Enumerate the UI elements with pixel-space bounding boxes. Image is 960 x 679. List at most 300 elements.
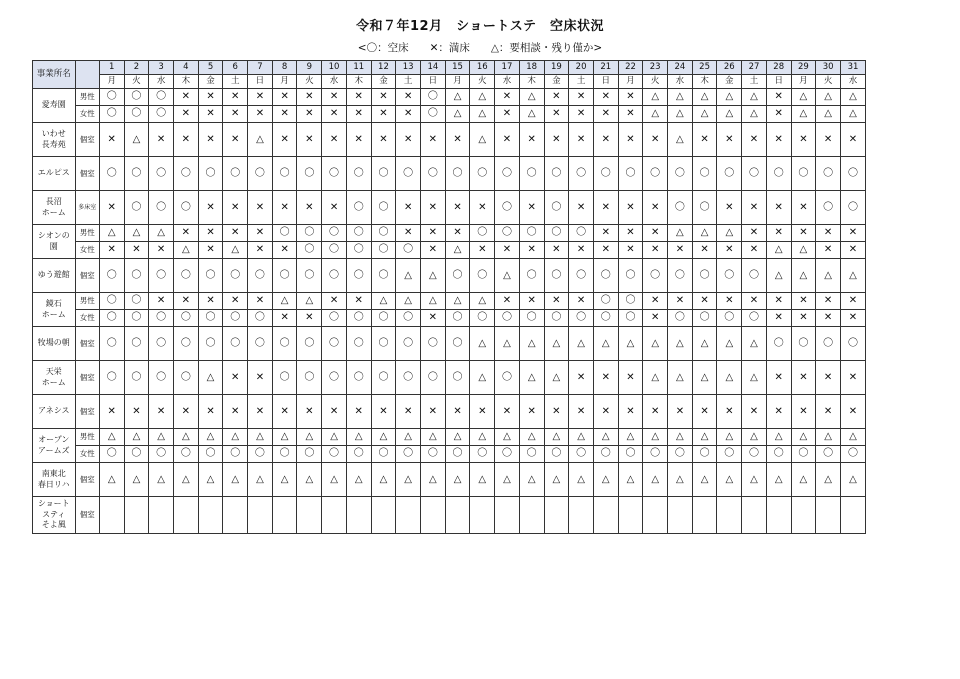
- vacancy-cell: 〇: [544, 157, 569, 191]
- vacancy-cell: ✕: [173, 89, 198, 106]
- vacancy-cell: △: [643, 429, 668, 446]
- vacancy-cell: 〇: [223, 259, 248, 293]
- vacancy-cell: 〇: [149, 106, 174, 123]
- vacancy-cell: △: [668, 327, 693, 361]
- vacancy-cell: 〇: [544, 310, 569, 327]
- vacancy-cell: △: [421, 463, 446, 497]
- vacancy-cell: ✕: [124, 242, 149, 259]
- vacancy-cell: ✕: [470, 242, 495, 259]
- vacancy-cell: ✕: [272, 242, 297, 259]
- vacancy-cell: 〇: [396, 361, 421, 395]
- vacancy-cell: ✕: [766, 310, 791, 327]
- vacancy-cell: △: [445, 89, 470, 106]
- vacancy-cell: 〇: [124, 191, 149, 225]
- vacancy-cell: 〇: [569, 310, 594, 327]
- vacancy-cell: △: [544, 429, 569, 446]
- vacancy-cell: △: [668, 429, 693, 446]
- vacancy-cell: △: [791, 259, 816, 293]
- vacancy-cell: ✕: [791, 225, 816, 242]
- vacancy-cell: [470, 497, 495, 534]
- vacancy-cell: 〇: [421, 327, 446, 361]
- vacancy-cell: △: [643, 106, 668, 123]
- vacancy-cell: 〇: [593, 259, 618, 293]
- day-header: 1: [99, 61, 124, 75]
- vacancy-cell: ✕: [643, 123, 668, 157]
- vacancy-cell: 〇: [519, 225, 544, 242]
- table-row: [33, 225, 866, 242]
- vacancy-cell: △: [840, 106, 865, 123]
- vacancy-cell: ✕: [149, 395, 174, 429]
- day-header: 21: [593, 61, 618, 75]
- vacancy-cell: △: [618, 327, 643, 361]
- weekday-header: 月: [618, 75, 643, 89]
- vacancy-cell: 〇: [198, 259, 223, 293]
- weekday-header: 日: [248, 75, 273, 89]
- vacancy-cell: △: [297, 293, 322, 310]
- vacancy-cell: ✕: [495, 242, 520, 259]
- vacancy-cell: 〇: [495, 225, 520, 242]
- day-header: 4: [173, 61, 198, 75]
- vacancy-cell: △: [272, 293, 297, 310]
- room-type: 女性: [75, 446, 99, 463]
- day-header: 5: [198, 61, 223, 75]
- vacancy-cell: 〇: [297, 157, 322, 191]
- weekday-header: 水: [668, 75, 693, 89]
- vacancy-cell: △: [717, 89, 742, 106]
- vacancy-cell: 〇: [519, 259, 544, 293]
- vacancy-cell: ✕: [198, 123, 223, 157]
- vacancy-cell: 〇: [346, 225, 371, 242]
- table-row: [33, 191, 866, 225]
- vacancy-cell: 〇: [223, 446, 248, 463]
- vacancy-cell: 〇: [297, 361, 322, 395]
- vacancy-cell: 〇: [692, 310, 717, 327]
- vacancy-cell: △: [692, 89, 717, 106]
- vacancy-cell: ✕: [791, 191, 816, 225]
- weekday-header: 日: [421, 75, 446, 89]
- vacancy-cell: 〇: [618, 446, 643, 463]
- vacancy-cell: 〇: [198, 327, 223, 361]
- vacancy-cell: △: [692, 463, 717, 497]
- vacancy-cell: 〇: [149, 259, 174, 293]
- vacancy-cell: △: [519, 361, 544, 395]
- vacancy-cell: ✕: [371, 106, 396, 123]
- vacancy-cell: △: [766, 429, 791, 446]
- vacancy-cell: ✕: [198, 395, 223, 429]
- vacancy-cell: △: [742, 89, 767, 106]
- facility-name: 鏡石 ホーム: [33, 293, 76, 327]
- room-type: 多床室: [75, 191, 99, 225]
- vacancy-cell: ✕: [569, 191, 594, 225]
- vacancy-cell: [519, 497, 544, 534]
- vacancy-cell: 〇: [742, 157, 767, 191]
- vacancy-cell: 〇: [371, 361, 396, 395]
- vacancy-cell: △: [421, 259, 446, 293]
- vacancy-cell: 〇: [742, 310, 767, 327]
- vacancy-cell: ✕: [544, 89, 569, 106]
- vacancy-cell: △: [840, 429, 865, 446]
- vacancy-cell: ✕: [519, 191, 544, 225]
- vacancy-cell: 〇: [173, 157, 198, 191]
- vacancy-cell: △: [816, 429, 841, 446]
- vacancy-cell: ✕: [593, 225, 618, 242]
- vacancy-cell: △: [198, 429, 223, 446]
- vacancy-cell: 〇: [322, 446, 347, 463]
- vacancy-cell: [618, 497, 643, 534]
- vacancy-cell: ✕: [248, 242, 273, 259]
- vacancy-cell: △: [519, 429, 544, 446]
- table-row: [33, 463, 866, 497]
- vacancy-cell: △: [470, 123, 495, 157]
- weekday-header: 日: [766, 75, 791, 89]
- day-header: 22: [618, 61, 643, 75]
- day-header: 13: [396, 61, 421, 75]
- vacancy-cell: 〇: [297, 225, 322, 242]
- table-row: [33, 106, 866, 123]
- vacancy-cell: ✕: [643, 242, 668, 259]
- vacancy-cell: [791, 497, 816, 534]
- vacancy-cell: 〇: [346, 242, 371, 259]
- facility-name: シオンの 園: [33, 225, 76, 259]
- vacancy-cell: ✕: [816, 361, 841, 395]
- vacancy-cell: 〇: [668, 157, 693, 191]
- vacancy-cell: ✕: [692, 395, 717, 429]
- vacancy-cell: ✕: [816, 242, 841, 259]
- vacancy-cell: △: [544, 463, 569, 497]
- vacancy-cell: ✕: [618, 395, 643, 429]
- vacancy-cell: ✕: [766, 123, 791, 157]
- vacancy-cell: 〇: [149, 310, 174, 327]
- table-row: [33, 89, 866, 106]
- room-type: 女性: [75, 242, 99, 259]
- vacancy-cell: ✕: [248, 89, 273, 106]
- vacancy-cell: ✕: [322, 89, 347, 106]
- vacancy-cell: ✕: [248, 395, 273, 429]
- vacancy-cell: ✕: [99, 123, 124, 157]
- vacancy-cell: ✕: [519, 293, 544, 310]
- vacancy-cell: ✕: [717, 293, 742, 310]
- day-header: 24: [668, 61, 693, 75]
- vacancy-cell: △: [742, 327, 767, 361]
- vacancy-cell: ✕: [322, 106, 347, 123]
- vacancy-cell: ✕: [717, 191, 742, 225]
- vacancy-cell: △: [791, 89, 816, 106]
- vacancy-cell: 〇: [717, 157, 742, 191]
- vacancy-cell: 〇: [346, 191, 371, 225]
- vacancy-cell: △: [470, 463, 495, 497]
- vacancy-cell: ✕: [692, 242, 717, 259]
- facility-name: 長沼 ホーム: [33, 191, 76, 225]
- vacancy-cell: △: [470, 89, 495, 106]
- vacancy-cell: △: [198, 361, 223, 395]
- vacancy-cell: △: [593, 463, 618, 497]
- vacancy-cell: 〇: [173, 191, 198, 225]
- vacancy-cell: ✕: [470, 395, 495, 429]
- vacancy-cell: △: [297, 429, 322, 446]
- vacancy-cell: 〇: [124, 293, 149, 310]
- vacancy-cell: △: [124, 123, 149, 157]
- vacancy-cell: 〇: [519, 157, 544, 191]
- vacancy-cell: 〇: [618, 157, 643, 191]
- vacancy-cell: △: [396, 293, 421, 310]
- vacancy-cell: 〇: [99, 446, 124, 463]
- vacancy-cell: ✕: [149, 123, 174, 157]
- vacancy-cell: 〇: [99, 106, 124, 123]
- vacancy-cell: 〇: [643, 259, 668, 293]
- vacancy-cell: ✕: [272, 123, 297, 157]
- vacancy-cell: △: [495, 259, 520, 293]
- vacancy-cell: △: [668, 89, 693, 106]
- vacancy-cell: 〇: [791, 327, 816, 361]
- vacancy-cell: ✕: [766, 89, 791, 106]
- vacancy-cell: ✕: [840, 361, 865, 395]
- vacancy-cell: 〇: [840, 157, 865, 191]
- vacancy-cell: △: [421, 429, 446, 446]
- vacancy-cell: 〇: [544, 446, 569, 463]
- weekday-header: 水: [840, 75, 865, 89]
- legend: <〇：空床 ✕：満床 △：要相談・残り僅か>: [357, 42, 603, 54]
- weekday-header: 月: [791, 75, 816, 89]
- weekday-header: 金: [544, 75, 569, 89]
- vacancy-cell: 〇: [593, 310, 618, 327]
- vacancy-cell: ✕: [223, 106, 248, 123]
- vacancy-cell: △: [791, 463, 816, 497]
- vacancy-cell: 〇: [248, 310, 273, 327]
- vacancy-cell: △: [470, 293, 495, 310]
- day-header: 19: [544, 61, 569, 75]
- vacancy-cell: ✕: [840, 123, 865, 157]
- vacancy-cell: △: [297, 463, 322, 497]
- vacancy-cell: △: [692, 225, 717, 242]
- vacancy-cell: ✕: [618, 106, 643, 123]
- table-row: [33, 497, 866, 534]
- vacancy-cell: 〇: [692, 191, 717, 225]
- vacancy-cell: ✕: [791, 361, 816, 395]
- vacancy-cell: 〇: [692, 157, 717, 191]
- vacancy-cell: ✕: [766, 106, 791, 123]
- vacancy-cell: 〇: [322, 361, 347, 395]
- vacancy-cell: △: [445, 429, 470, 446]
- room-type: 男性: [75, 293, 99, 310]
- vacancy-cell: ✕: [297, 106, 322, 123]
- vacancy-cell: 〇: [766, 446, 791, 463]
- table-row: [33, 429, 866, 446]
- vacancy-cell: [569, 497, 594, 534]
- vacancy-cell: △: [593, 429, 618, 446]
- weekday-header: 水: [495, 75, 520, 89]
- weekday-header: 木: [692, 75, 717, 89]
- vacancy-cell: ✕: [223, 361, 248, 395]
- vacancy-cell: △: [495, 463, 520, 497]
- vacancy-cell: [124, 497, 149, 534]
- vacancy-cell: 〇: [223, 157, 248, 191]
- vacancy-cell: △: [346, 463, 371, 497]
- vacancy-cell: ✕: [297, 89, 322, 106]
- vacancy-cell: △: [248, 463, 273, 497]
- table-row: [33, 446, 866, 463]
- vacancy-cell: △: [766, 463, 791, 497]
- vacancy-cell: 〇: [396, 327, 421, 361]
- vacancy-cell: 〇: [816, 327, 841, 361]
- vacancy-cell: ✕: [840, 242, 865, 259]
- vacancy-cell: 〇: [569, 259, 594, 293]
- vacancy-cell: △: [593, 327, 618, 361]
- vacancy-cell: ✕: [569, 123, 594, 157]
- vacancy-cell: 〇: [816, 157, 841, 191]
- vacancy-cell: [692, 497, 717, 534]
- vacancy-cell: △: [692, 106, 717, 123]
- day-header: 30: [816, 61, 841, 75]
- vacancy-cell: 〇: [124, 310, 149, 327]
- vacancy-cell: ✕: [223, 89, 248, 106]
- vacancy-cell: △: [173, 463, 198, 497]
- vacancy-cell: [816, 497, 841, 534]
- vacancy-cell: 〇: [569, 446, 594, 463]
- vacancy-table: [32, 60, 866, 534]
- vacancy-cell: △: [717, 106, 742, 123]
- vacancy-cell: 〇: [371, 242, 396, 259]
- vacancy-cell: ✕: [198, 293, 223, 310]
- day-header: 12: [371, 61, 396, 75]
- facility-name: 牧場の朝: [33, 327, 76, 361]
- day-header: 27: [742, 61, 767, 75]
- vacancy-cell: ✕: [99, 395, 124, 429]
- vacancy-cell: △: [124, 463, 149, 497]
- vacancy-cell: 〇: [99, 259, 124, 293]
- vacancy-cell: 〇: [173, 361, 198, 395]
- vacancy-cell: 〇: [445, 310, 470, 327]
- vacancy-cell: △: [223, 242, 248, 259]
- vacancy-cell: ✕: [544, 123, 569, 157]
- vacancy-cell: △: [470, 429, 495, 446]
- vacancy-cell: ✕: [445, 225, 470, 242]
- weekday-header: 火: [816, 75, 841, 89]
- vacancy-cell: ✕: [816, 123, 841, 157]
- vacancy-cell: 〇: [643, 446, 668, 463]
- vacancy-cell: ✕: [668, 395, 693, 429]
- vacancy-cell: △: [396, 463, 421, 497]
- vacancy-cell: ✕: [396, 89, 421, 106]
- vacancy-cell: △: [569, 463, 594, 497]
- vacancy-cell: 〇: [322, 327, 347, 361]
- vacancy-cell: ✕: [544, 242, 569, 259]
- vacancy-cell: 〇: [470, 157, 495, 191]
- day-header: 8: [272, 61, 297, 75]
- vacancy-cell: ✕: [421, 225, 446, 242]
- vacancy-cell: 〇: [445, 157, 470, 191]
- table-row: [33, 242, 866, 259]
- vacancy-cell: △: [149, 429, 174, 446]
- day-header: 17: [495, 61, 520, 75]
- vacancy-cell: ✕: [371, 395, 396, 429]
- vacancy-cell: 〇: [396, 157, 421, 191]
- vacancy-cell: ✕: [445, 123, 470, 157]
- vacancy-cell: 〇: [322, 225, 347, 242]
- vacancy-cell: ✕: [248, 106, 273, 123]
- vacancy-cell: 〇: [371, 446, 396, 463]
- vacancy-cell: △: [173, 242, 198, 259]
- vacancy-cell: △: [742, 361, 767, 395]
- vacancy-cell: ✕: [173, 293, 198, 310]
- weekday-header: 水: [322, 75, 347, 89]
- day-header: 15: [445, 61, 470, 75]
- weekday-header: 土: [396, 75, 421, 89]
- vacancy-cell: [445, 497, 470, 534]
- vacancy-cell: ✕: [322, 191, 347, 225]
- vacancy-cell: ✕: [519, 242, 544, 259]
- vacancy-cell: ✕: [766, 361, 791, 395]
- vacancy-cell: △: [173, 429, 198, 446]
- vacancy-cell: ✕: [173, 106, 198, 123]
- vacancy-cell: ✕: [618, 225, 643, 242]
- vacancy-cell: ✕: [445, 395, 470, 429]
- vacancy-cell: △: [544, 361, 569, 395]
- vacancy-cell: ✕: [173, 225, 198, 242]
- vacancy-cell: △: [840, 259, 865, 293]
- weekday-header: 土: [223, 75, 248, 89]
- vacancy-cell: 〇: [149, 157, 174, 191]
- vacancy-cell: △: [99, 225, 124, 242]
- vacancy-cell: ✕: [297, 123, 322, 157]
- vacancy-cell: ✕: [593, 191, 618, 225]
- vacancy-cell: 〇: [99, 293, 124, 310]
- vacancy-cell: ✕: [223, 191, 248, 225]
- vacancy-cell: △: [421, 293, 446, 310]
- vacancy-cell: ✕: [766, 395, 791, 429]
- table-row: [33, 123, 866, 157]
- vacancy-cell: ✕: [643, 293, 668, 310]
- vacancy-cell: ✕: [223, 293, 248, 310]
- vacancy-cell: [593, 497, 618, 534]
- vacancy-cell: △: [717, 463, 742, 497]
- weekday-header: 金: [717, 75, 742, 89]
- vacancy-cell: [421, 497, 446, 534]
- vacancy-cell: ✕: [272, 310, 297, 327]
- room-type: 個室: [75, 497, 99, 534]
- vacancy-cell: △: [717, 327, 742, 361]
- vacancy-cell: △: [445, 463, 470, 497]
- vacancy-cell: 〇: [297, 327, 322, 361]
- day-header: 10: [322, 61, 347, 75]
- vacancy-cell: ✕: [840, 293, 865, 310]
- vacancy-cell: ✕: [569, 106, 594, 123]
- vacancy-cell: △: [248, 123, 273, 157]
- vacancy-cell: △: [643, 463, 668, 497]
- vacancy-cell: ✕: [742, 293, 767, 310]
- vacancy-cell: 〇: [470, 446, 495, 463]
- vacancy-cell: ✕: [717, 242, 742, 259]
- vacancy-cell: 〇: [99, 310, 124, 327]
- vacancy-cell: 〇: [99, 361, 124, 395]
- vacancy-cell: [717, 497, 742, 534]
- vacancy-cell: 〇: [272, 327, 297, 361]
- vacancy-cell: △: [717, 361, 742, 395]
- vacancy-cell: △: [519, 89, 544, 106]
- day-header: 2: [124, 61, 149, 75]
- vacancy-cell: ✕: [198, 242, 223, 259]
- room-type: 個室: [75, 327, 99, 361]
- vacancy-cell: ✕: [248, 191, 273, 225]
- vacancy-cell: △: [495, 429, 520, 446]
- vacancy-cell: [668, 497, 693, 534]
- room-type: 女性: [75, 310, 99, 327]
- vacancy-cell: [840, 497, 865, 534]
- vacancy-cell: 〇: [445, 327, 470, 361]
- vacancy-cell: 〇: [371, 191, 396, 225]
- vacancy-cell: ✕: [519, 395, 544, 429]
- vacancy-cell: △: [791, 106, 816, 123]
- vacancy-cell: ✕: [618, 191, 643, 225]
